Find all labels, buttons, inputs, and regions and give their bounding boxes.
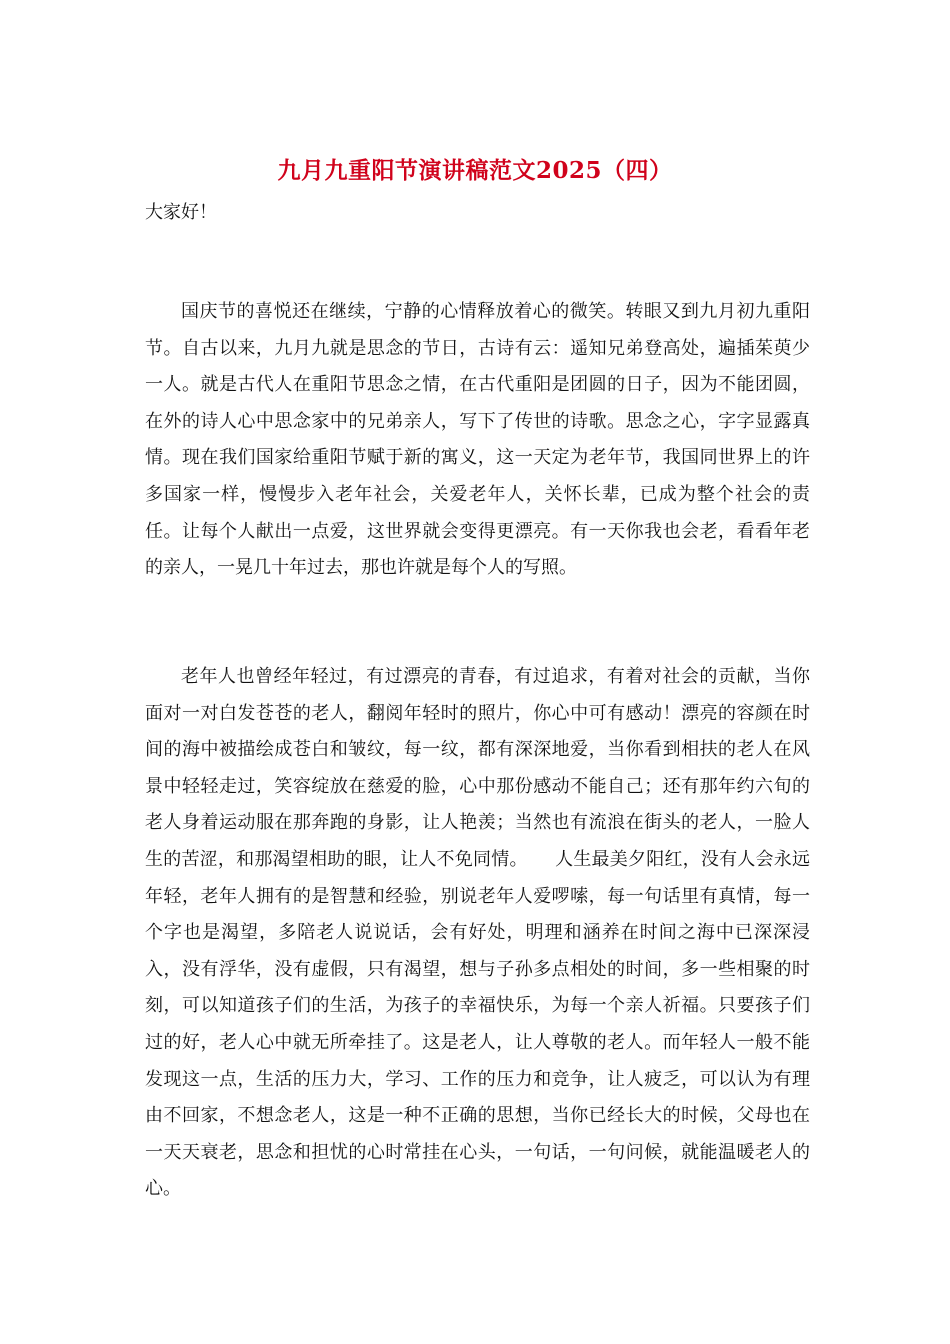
body-paragraph-1: 国庆节的喜悦还在继续，宁静的心情释放着心的微笑。转眼又到九月初九重阳节。自古以来，九月九就是思念的节日，古诗有云：遥知兄弟登高处，遍插茱萸少一人。就是古代人在重阳节思念之情，在古代重阳是团圆的日子，因为不能团圆，在外的诗人心中思念家中的兄弟亲人，写下了传世的诗歌。思念之心，字字显露真情。现在我们国家给重阳节赋于新的寓义，这一天定为老年节，我国同世界上的许多国家一样，慢慢步入老年社会，关爱老年人，关怀长辈，已成为整个社会的责任。让每个人献出一点爱，这世界就会变得更漂亮。有一天你我也会老，看看年老的亲人，一晃几十年过去，那也许就是每个人的写照。 <box>145 301 810 579</box>
greeting-text: 大家好！ <box>145 202 217 223</box>
body-paragraph-2: 老年人也曾经年轻过，有过漂亮的青春，有过追求，有着对社会的贡献，当你面对一对白发苍苍的老人，翻阅年轻时的照片，你心中可有感动！漂亮的容颜在时间的海中被描绘成苍白和皱纹，每一纹，都有深深地爱，当你看到相扶的老人在风景中轻轻走过，笑容绽放在慈爱的脸，心中那份感动不能自己；还有那年约六旬的老人身着运动服在那奔跑的身影，让人艳羡；当然也有流浪在街头的老人，一脸人生的苦涩，和那渴望相助的眼，让人不免同情。 人生最美夕阳红，没有人会永远年轻，老年人拥有的是智慧和经验，别说老年人爱啰嗦，每一句话里有真情，每一个字也是渴望，多陪老人说说话，会有好处，明理和涵养在时间之海中已深深浸入，没有浮华，没有虚假，只有渴望，想与子孙多点相处的时间，多一些相聚的时刻，可以知道孩子们的生活，为孩子的幸福快乐，为每一个亲人祈福。只要孩子们过的好，老人心中就无所牵挂了。这是老人，让人尊敬的老人。而年轻人一般不能发现这一点，生活的压力大，学习、工作的压力和竞争，让人疲乏，可以认为有理由不回家，不想念老人，这是一种不正确的思想，当你已经长大的时候，父母也在一天天衰老，思念和担忧的心时常挂在心头，一句话，一句问候，就能温暖老人的心。 <box>145 666 810 1200</box>
document-title: 九月九重阳节演讲稿范文2025（四） <box>277 157 673 184</box>
